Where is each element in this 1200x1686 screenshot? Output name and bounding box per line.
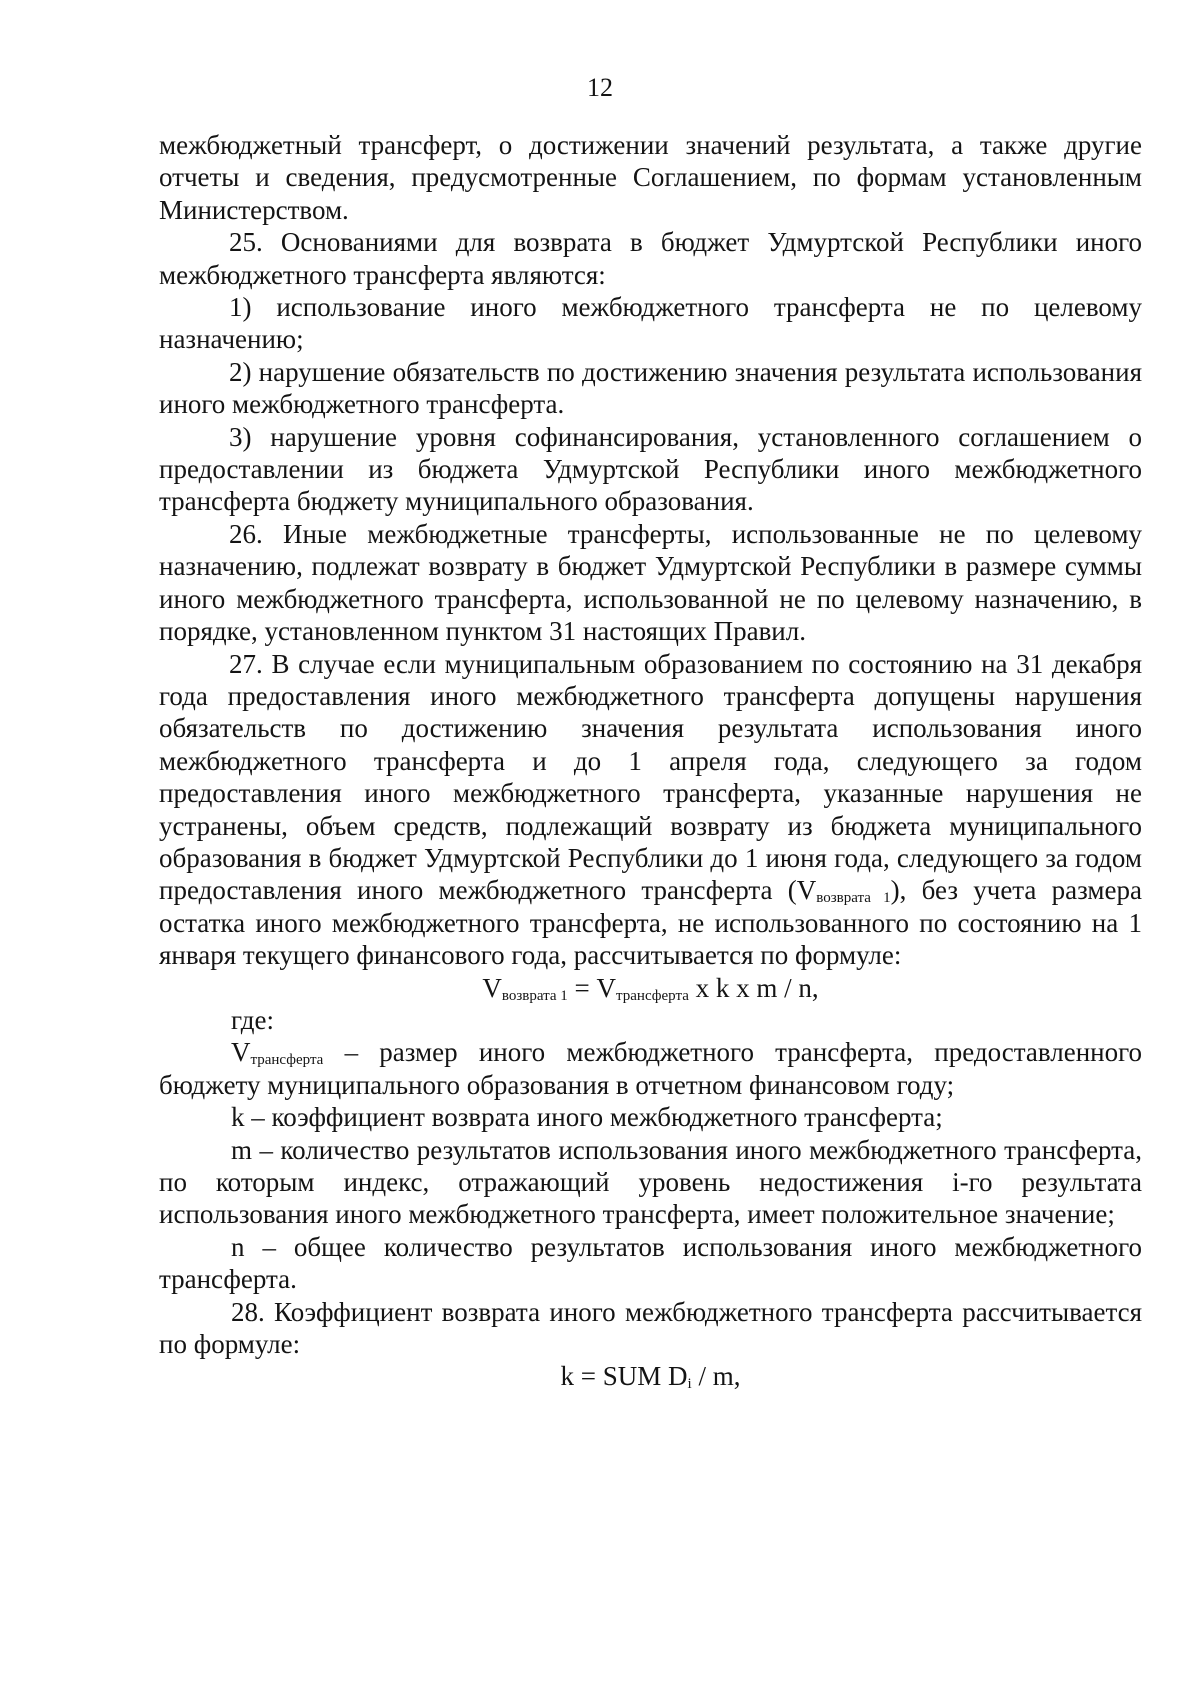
formula-2-lhs: k = SUM D	[560, 1361, 688, 1392]
formula-2-rest: / m,	[691, 1361, 741, 1392]
document-body	[159, 129, 1142, 1393]
formula-1-rhs-rest: x k x m / n,	[688, 972, 819, 1003]
formula-1-rhs-v: V	[596, 972, 617, 1003]
paragraph-25-item-1: 1) использование иного межбюджетного трансферта не по целевому назначению;	[159, 292, 1142, 355]
formula-1-rhs-subscript: трансферта	[616, 987, 689, 1004]
definition-v-transfer	[159, 1036, 1142, 1101]
page-number: 12	[587, 73, 613, 102]
formula-1-lhs-subscript: возврата 1	[501, 987, 568, 1004]
definition-v-text: – размер иного межбюджетного трансферта, предоставленного бюджету муниципального образования в отчетном финансовом году;	[159, 1037, 1142, 1100]
definition-v-subscript: трансферта	[250, 1052, 324, 1069]
formula-coefficient	[159, 1360, 1142, 1392]
paragraph-27-text-a: 27. В случае если муниципальным образованием по состоянию на 31 декабря года предоставления иного межбюджетного трансферта допущены нарушения обязательств по достижению значения результата использования иного межбюджетного трансферта и до 1 апреля года, следующего за годом предоставления иного межбюджетного трансферта, указанные нарушения не устранены, объем средств, подлежащий возврату из бюджета муниципального образования в бюджет Удмуртской Республики до 1 июня года, следующего за годом предоставления иного межбюджетного трансферта (V	[159, 648, 1142, 906]
definition-m: m – количество результатов использования иного межбюджетного трансферта, по которым индекс, отражающий уровень недостижения i-го результата использования иного межбюджетного трансферта, имеет положительное значение;	[159, 1134, 1142, 1230]
definition-k: k – коэффициент возврата иного межбюджетного трансферта;	[231, 1102, 943, 1133]
paragraph-27	[159, 648, 1142, 972]
where-label: где:	[231, 1004, 274, 1035]
formula-2-subscript: i	[687, 1376, 692, 1393]
formula-1-lhs-v: V	[482, 972, 502, 1003]
paragraph-26: 26. Иные межбюджетные трансферты, использованные не по целевому назначению, подлежат возврату в бюджет Удмуртской Республики в размере суммы иного межбюджетного трансферта, использованной не по целевому назначению, в порядке, установленном пунктом 31 настоящих Правил.	[159, 518, 1142, 647]
paragraph-25-item-3: 3) нарушение уровня софинансирования, установленного соглашением о предоставлении из бюджета Удмуртской Республики иного межбюджетного трансферта бюджету муниципального образования.	[159, 421, 1142, 517]
paragraph-25-item-2: 2) нарушение обязательств по достижению значения результата использования иного межбюджетного трансферта.	[159, 356, 1142, 420]
definition-n: n – общее количество результатов использования иного межбюджетного трансферта.	[159, 1231, 1142, 1295]
formula-return-volume	[159, 972, 1142, 1004]
paragraph-25: 25. Основаниями для возврата в бюджет Удмуртской Республики иного межбюджетного трансферта являются:	[159, 227, 1142, 290]
paragraph-27-text-b: ), без учета размера остатка иного межбюджетного трансферта, не использованного по состоянию на 1 января текущего финансового года, рассчитывается по формуле:	[159, 875, 1142, 971]
formula-1-equals: =	[567, 972, 597, 1003]
paragraph-27-subscript: возврата 1	[816, 890, 891, 907]
definition-v-symbol: V	[231, 1037, 251, 1068]
paragraph-continuation: межбюджетный трансферт, о достижении значений результата, а также другие отчеты и сведения, предусмотренные Соглашением, по формам установленным Министерством.	[159, 130, 1142, 225]
paragraph-28: 28. Коэффициент возврата иного межбюджетного трансферта рассчитывается по формуле:	[159, 1296, 1142, 1360]
